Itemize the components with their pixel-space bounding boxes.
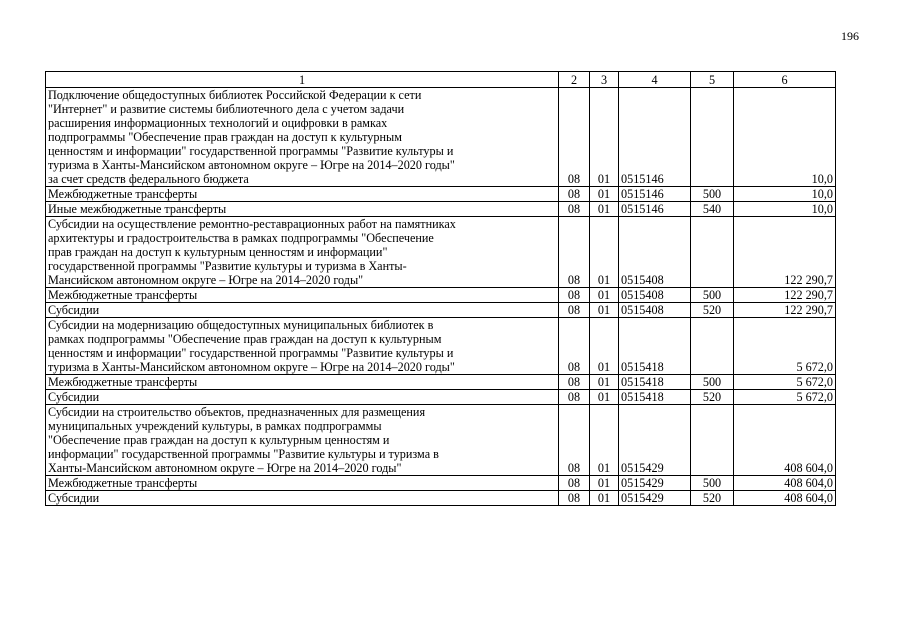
table-row	[46, 375, 836, 390]
cell-name: Межбюджетные трансферты	[46, 375, 559, 390]
cell-sum: 10,0	[734, 187, 836, 202]
cell-type: 500	[691, 476, 734, 491]
cell-section: 08	[559, 202, 590, 217]
col-header-name: 1	[46, 72, 559, 88]
cell-sum: 5 672,0	[734, 318, 836, 375]
cell-section: 08	[559, 390, 590, 405]
cell-sum: 408 604,0	[734, 476, 836, 491]
cell-section: 08	[559, 491, 590, 506]
cell-sum: 122 290,7	[734, 217, 836, 288]
cell-name: Субсидии	[46, 390, 559, 405]
col-header-type: 5	[691, 72, 734, 88]
cell-section: 08	[559, 88, 590, 187]
cell-code: 0515429	[619, 405, 691, 476]
cell-code: 0515418	[619, 390, 691, 405]
cell-code: 0515408	[619, 303, 691, 318]
cell-type: 540	[691, 202, 734, 217]
table-row	[46, 88, 836, 187]
col-header-code: 4	[619, 72, 691, 88]
cell-section: 08	[559, 476, 590, 491]
cell-code: 0515418	[619, 318, 691, 375]
col-header-sum: 6	[734, 72, 836, 88]
cell-sum: 10,0	[734, 202, 836, 217]
table-body	[46, 88, 836, 506]
cell-subsection: 01	[590, 476, 619, 491]
table-row	[46, 405, 836, 476]
cell-code: 0515146	[619, 202, 691, 217]
cell-section: 08	[559, 405, 590, 476]
cell-type: 520	[691, 390, 734, 405]
cell-name: Субсидии	[46, 303, 559, 318]
table-row	[46, 303, 836, 318]
cell-subsection: 01	[590, 405, 619, 476]
table-row	[46, 202, 836, 217]
cell-name: Субсидии	[46, 491, 559, 506]
cell-section: 08	[559, 288, 590, 303]
table-row	[46, 318, 836, 375]
col-header-section: 2	[559, 72, 590, 88]
cell-sum: 5 672,0	[734, 375, 836, 390]
cell-subsection: 01	[590, 375, 619, 390]
cell-type	[691, 318, 734, 375]
budget-table	[45, 71, 836, 506]
cell-subsection: 01	[590, 390, 619, 405]
table-row	[46, 288, 836, 303]
cell-type	[691, 88, 734, 187]
cell-sum: 122 290,7	[734, 303, 836, 318]
cell-name: Межбюджетные трансферты	[46, 187, 559, 202]
cell-type: 520	[691, 303, 734, 318]
col-header-subsection: 3	[590, 72, 619, 88]
cell-section: 08	[559, 217, 590, 288]
cell-sum: 10,0	[734, 88, 836, 187]
cell-subsection: 01	[590, 491, 619, 506]
cell-type: 500	[691, 288, 734, 303]
cell-name: Субсидии на осуществление ремонтно-реставрационных работ на памятниках архитектуры и градостроительства в рамках подпрограммы "Обеспечение прав граждан на доступ к культурным ценностям и информации" государственной программы "Развитие культуры и туризма в Ханты- Мансийском автономном округе – Югре на 2014–2020 годы"	[46, 217, 559, 288]
table-row	[46, 491, 836, 506]
cell-sum: 122 290,7	[734, 288, 836, 303]
table-row	[46, 390, 836, 405]
table-row	[46, 187, 836, 202]
cell-code: 0515146	[619, 88, 691, 187]
cell-type: 500	[691, 187, 734, 202]
cell-code: 0515429	[619, 476, 691, 491]
cell-subsection: 01	[590, 202, 619, 217]
page-number: 196	[841, 29, 859, 43]
cell-name: Межбюджетные трансферты	[46, 288, 559, 303]
cell-sum: 408 604,0	[734, 405, 836, 476]
cell-type: 520	[691, 491, 734, 506]
cell-code: 0515429	[619, 491, 691, 506]
table-row	[46, 476, 836, 491]
cell-type: 500	[691, 375, 734, 390]
cell-subsection: 01	[590, 217, 619, 288]
cell-code: 0515146	[619, 187, 691, 202]
cell-name: Субсидии на модернизацию общедоступных муниципальных библиотек в рамках подпрограммы "Обеспечение прав граждан на доступ к культурным ценностям и информации" государственной программы "Развитие культуры и туризма в Ханты-Мансийском автономном округе – Югре на 2014–2020 годы"	[46, 318, 559, 375]
cell-sum: 5 672,0	[734, 390, 836, 405]
cell-code: 0515408	[619, 288, 691, 303]
cell-name: Межбюджетные трансферты	[46, 476, 559, 491]
cell-section: 08	[559, 187, 590, 202]
cell-subsection: 01	[590, 88, 619, 187]
cell-sum: 408 604,0	[734, 491, 836, 506]
cell-subsection: 01	[590, 288, 619, 303]
cell-code: 0515408	[619, 217, 691, 288]
cell-name: Подключение общедоступных библиотек Российской Федерации к сети "Интернет" и развитие системы библиотечного дела с учетом задачи расширения информационных технологий и оцифровки в рамках подпрограммы "Обеспечение прав граждан на доступ к культурным ценностям и информации" государственной программы "Развитие культуры и туризма в Ханты-Мансийском автономном округе – Югре на 2014–2020 годы" за счет средств федерального бюджета	[46, 88, 559, 187]
cell-section: 08	[559, 375, 590, 390]
table-header-row	[46, 72, 836, 88]
cell-subsection: 01	[590, 318, 619, 375]
cell-section: 08	[559, 318, 590, 375]
cell-name: Иные межбюджетные трансферты	[46, 202, 559, 217]
table-row	[46, 217, 836, 288]
cell-type	[691, 217, 734, 288]
cell-subsection: 01	[590, 187, 619, 202]
cell-name: Субсидии на строительство объектов, предназначенных для размещения муниципальных учреждений культуры, в рамках подпрограммы "Обеспечение прав граждан на доступ к культурным ценностям и информации" государственной программы "Развитие культуры и туризма в Ханты-Мансийском автономном округе – Югре на 2014–2020 годы"	[46, 405, 559, 476]
cell-section: 08	[559, 303, 590, 318]
cell-type	[691, 405, 734, 476]
cell-subsection: 01	[590, 303, 619, 318]
cell-code: 0515418	[619, 375, 691, 390]
